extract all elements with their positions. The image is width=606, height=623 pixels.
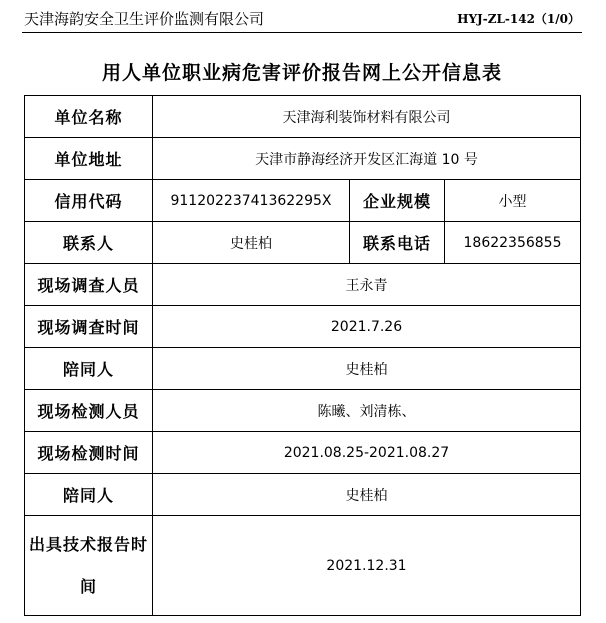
label-test-companion: 陪同人: [25, 474, 153, 516]
info-table: [24, 95, 581, 616]
label-credit-code: 信用代码: [25, 180, 153, 222]
row-survey-staff: [25, 264, 581, 306]
row-test-time: [25, 432, 581, 474]
label-enterprise-scale: 企业规模: [350, 180, 445, 222]
label-test-time: 现场检测时间: [25, 432, 153, 474]
label-survey-time: 现场调查时间: [25, 306, 153, 348]
label-phone: 联系电话: [350, 222, 445, 264]
row-test-staff: [25, 390, 581, 432]
value-enterprise-scale: 小型: [445, 180, 581, 222]
row-credit-code: [25, 180, 581, 222]
header-doc-code: HYJ-ZL-142（1/0）: [457, 12, 580, 26]
value-survey-staff: 王永青: [153, 264, 581, 306]
label-unit-name: 单位名称: [25, 96, 153, 138]
value-credit-code: 91120223741362295X: [153, 180, 350, 222]
label-survey-staff: 现场调查人员: [25, 264, 153, 306]
page-header: [22, 6, 582, 33]
row-test-companion: [25, 474, 581, 516]
value-unit-name: 天津海利装饰材料有限公司: [153, 96, 581, 138]
document-title: 用人单位职业病危害评价报告网上公开信息表: [101, 62, 502, 84]
value-report-time: 2021.12.31: [153, 516, 581, 616]
label-contact: 联系人: [25, 222, 153, 264]
value-contact: 史桂柏: [153, 222, 350, 264]
value-test-companion: 史桂柏: [153, 474, 581, 516]
row-unit-address: [25, 138, 581, 180]
row-contact: [25, 222, 581, 264]
value-phone: 18622356855: [445, 222, 581, 264]
value-test-staff: 陈曦、刘清栋、: [153, 390, 581, 432]
value-test-time: 2021.08.25-2021.08.27: [153, 432, 581, 474]
value-unit-address: 天津市静海经济开发区汇海道 10 号: [153, 138, 581, 180]
value-survey-companion: 史桂柏: [153, 348, 581, 390]
row-survey-companion: [25, 348, 581, 390]
label-test-staff: 现场检测人员: [25, 390, 153, 432]
label-survey-companion: 陪同人: [25, 348, 153, 390]
header-org-name: 天津海韵安全卫生评价监测有限公司: [24, 10, 265, 28]
row-unit-name: [25, 96, 581, 138]
label-unit-address: 单位地址: [25, 138, 153, 180]
row-survey-time: [25, 306, 581, 348]
value-survey-time: 2021.7.26: [153, 306, 581, 348]
row-report-time: [25, 516, 581, 616]
label-report-time: 出具技术报告时间: [25, 516, 153, 616]
